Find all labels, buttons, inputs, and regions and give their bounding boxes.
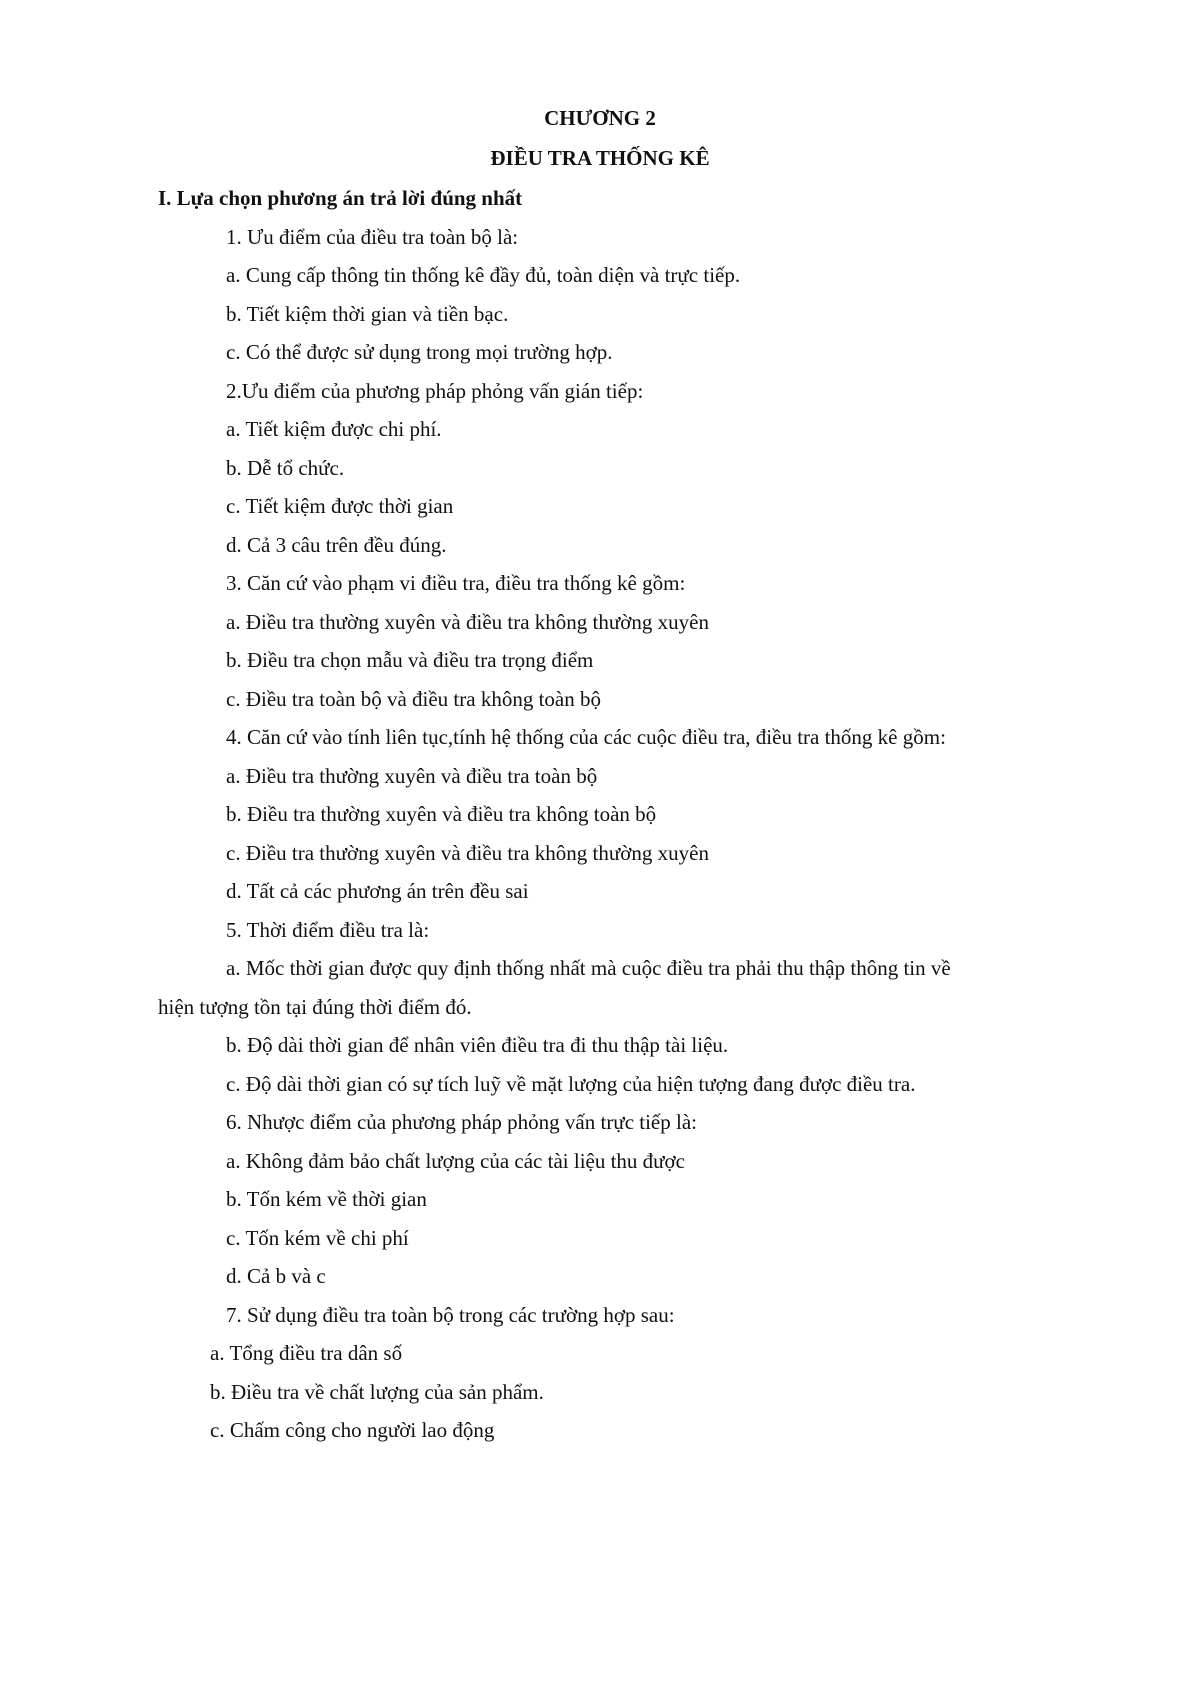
question-3: 3. Căn cứ vào phạm vi điều tra, điều tra thống kê gồm: [226, 571, 686, 595]
option-4d: d. Tất cả các phương án trên đều sai [226, 879, 529, 903]
question-4: 4. Căn cứ vào tính liên tục,tính hệ thống của các cuộc điều tra, điều tra thống kê gồm: [226, 725, 946, 749]
option-1a: a. Cung cấp thông tin thống kê đầy đủ, toàn diện và trực tiếp. [226, 263, 741, 287]
option-3a: a. Điều tra thường xuyên và điều tra không thường xuyên [226, 610, 709, 634]
option-6b: b. Tốn kém về thời gian [226, 1187, 427, 1211]
question-2: 2.Ưu điểm của phương pháp phỏng vấn gián tiếp: [226, 379, 644, 403]
question-7: 7. Sử dụng điều tra toàn bộ trong các trường hợp sau: [226, 1303, 675, 1327]
option-4a: a. Điều tra thường xuyên và điều tra toàn bộ [226, 764, 598, 788]
option-4c: c. Điều tra thường xuyên và điều tra không thường xuyên [226, 841, 709, 865]
option-6c: c. Tốn kém về chi phí [226, 1226, 409, 1250]
option-7a: a. Tổng điều tra dân số [210, 1341, 403, 1365]
option-7b: b. Điều tra về chất lượng của sản phẩm. [210, 1380, 544, 1404]
option-3c: c. Điều tra toàn bộ và điều tra không toàn bộ [226, 687, 601, 711]
option-5b: b. Độ dài thời gian để nhân viên điều tra đi thu thập tài liệu. [226, 1033, 729, 1057]
option-2d: d. Cả 3 câu trên đều đúng. [226, 533, 447, 557]
option-3b: b. Điều tra chọn mẫu và điều tra trọng điểm [226, 648, 594, 672]
chapter-label: CHƯƠNG 2 [544, 106, 656, 130]
section-heading: I. Lựa chọn phương án trả lời đúng nhất [158, 186, 523, 210]
option-7c: c. Chấm công cho người lao động [210, 1418, 495, 1442]
chapter-title: ĐIỀU TRA THỐNG KÊ [490, 146, 710, 170]
option-5a-continued: hiện tượng tồn tại đúng thời điểm đó. [158, 995, 472, 1019]
question-5: 5. Thời điểm điều tra là: [226, 918, 430, 942]
option-6a: a. Không đảm bảo chất lượng của các tài liệu thu được [226, 1149, 685, 1173]
option-1c: c. Có thể được sử dụng trong mọi trường hợp. [226, 340, 613, 364]
option-5a: a. Mốc thời gian được quy định thống nhất mà cuộc điều tra phải thu thập thông tin về [226, 956, 951, 980]
option-1b: b. Tiết kiệm thời gian và tiền bạc. [226, 302, 509, 326]
option-2b: b. Dễ tổ chức. [226, 456, 345, 480]
question-1: 1. Ưu điểm của điều tra toàn bộ là: [226, 225, 519, 249]
option-6d: d. Cả b và c [226, 1264, 326, 1288]
option-2c: c. Tiết kiệm được thời gian [226, 494, 454, 518]
question-6: 6. Nhược điểm của phương pháp phỏng vấn trực tiếp là: [226, 1110, 697, 1134]
option-5c: c. Độ dài thời gian có sự tích luỹ về mặt lượng của hiện tượng đang được điều tra. [226, 1072, 916, 1096]
option-2a: a. Tiết kiệm được chi phí. [226, 417, 442, 441]
option-4b: b. Điều tra thường xuyên và điều tra không toàn bộ [226, 802, 657, 826]
